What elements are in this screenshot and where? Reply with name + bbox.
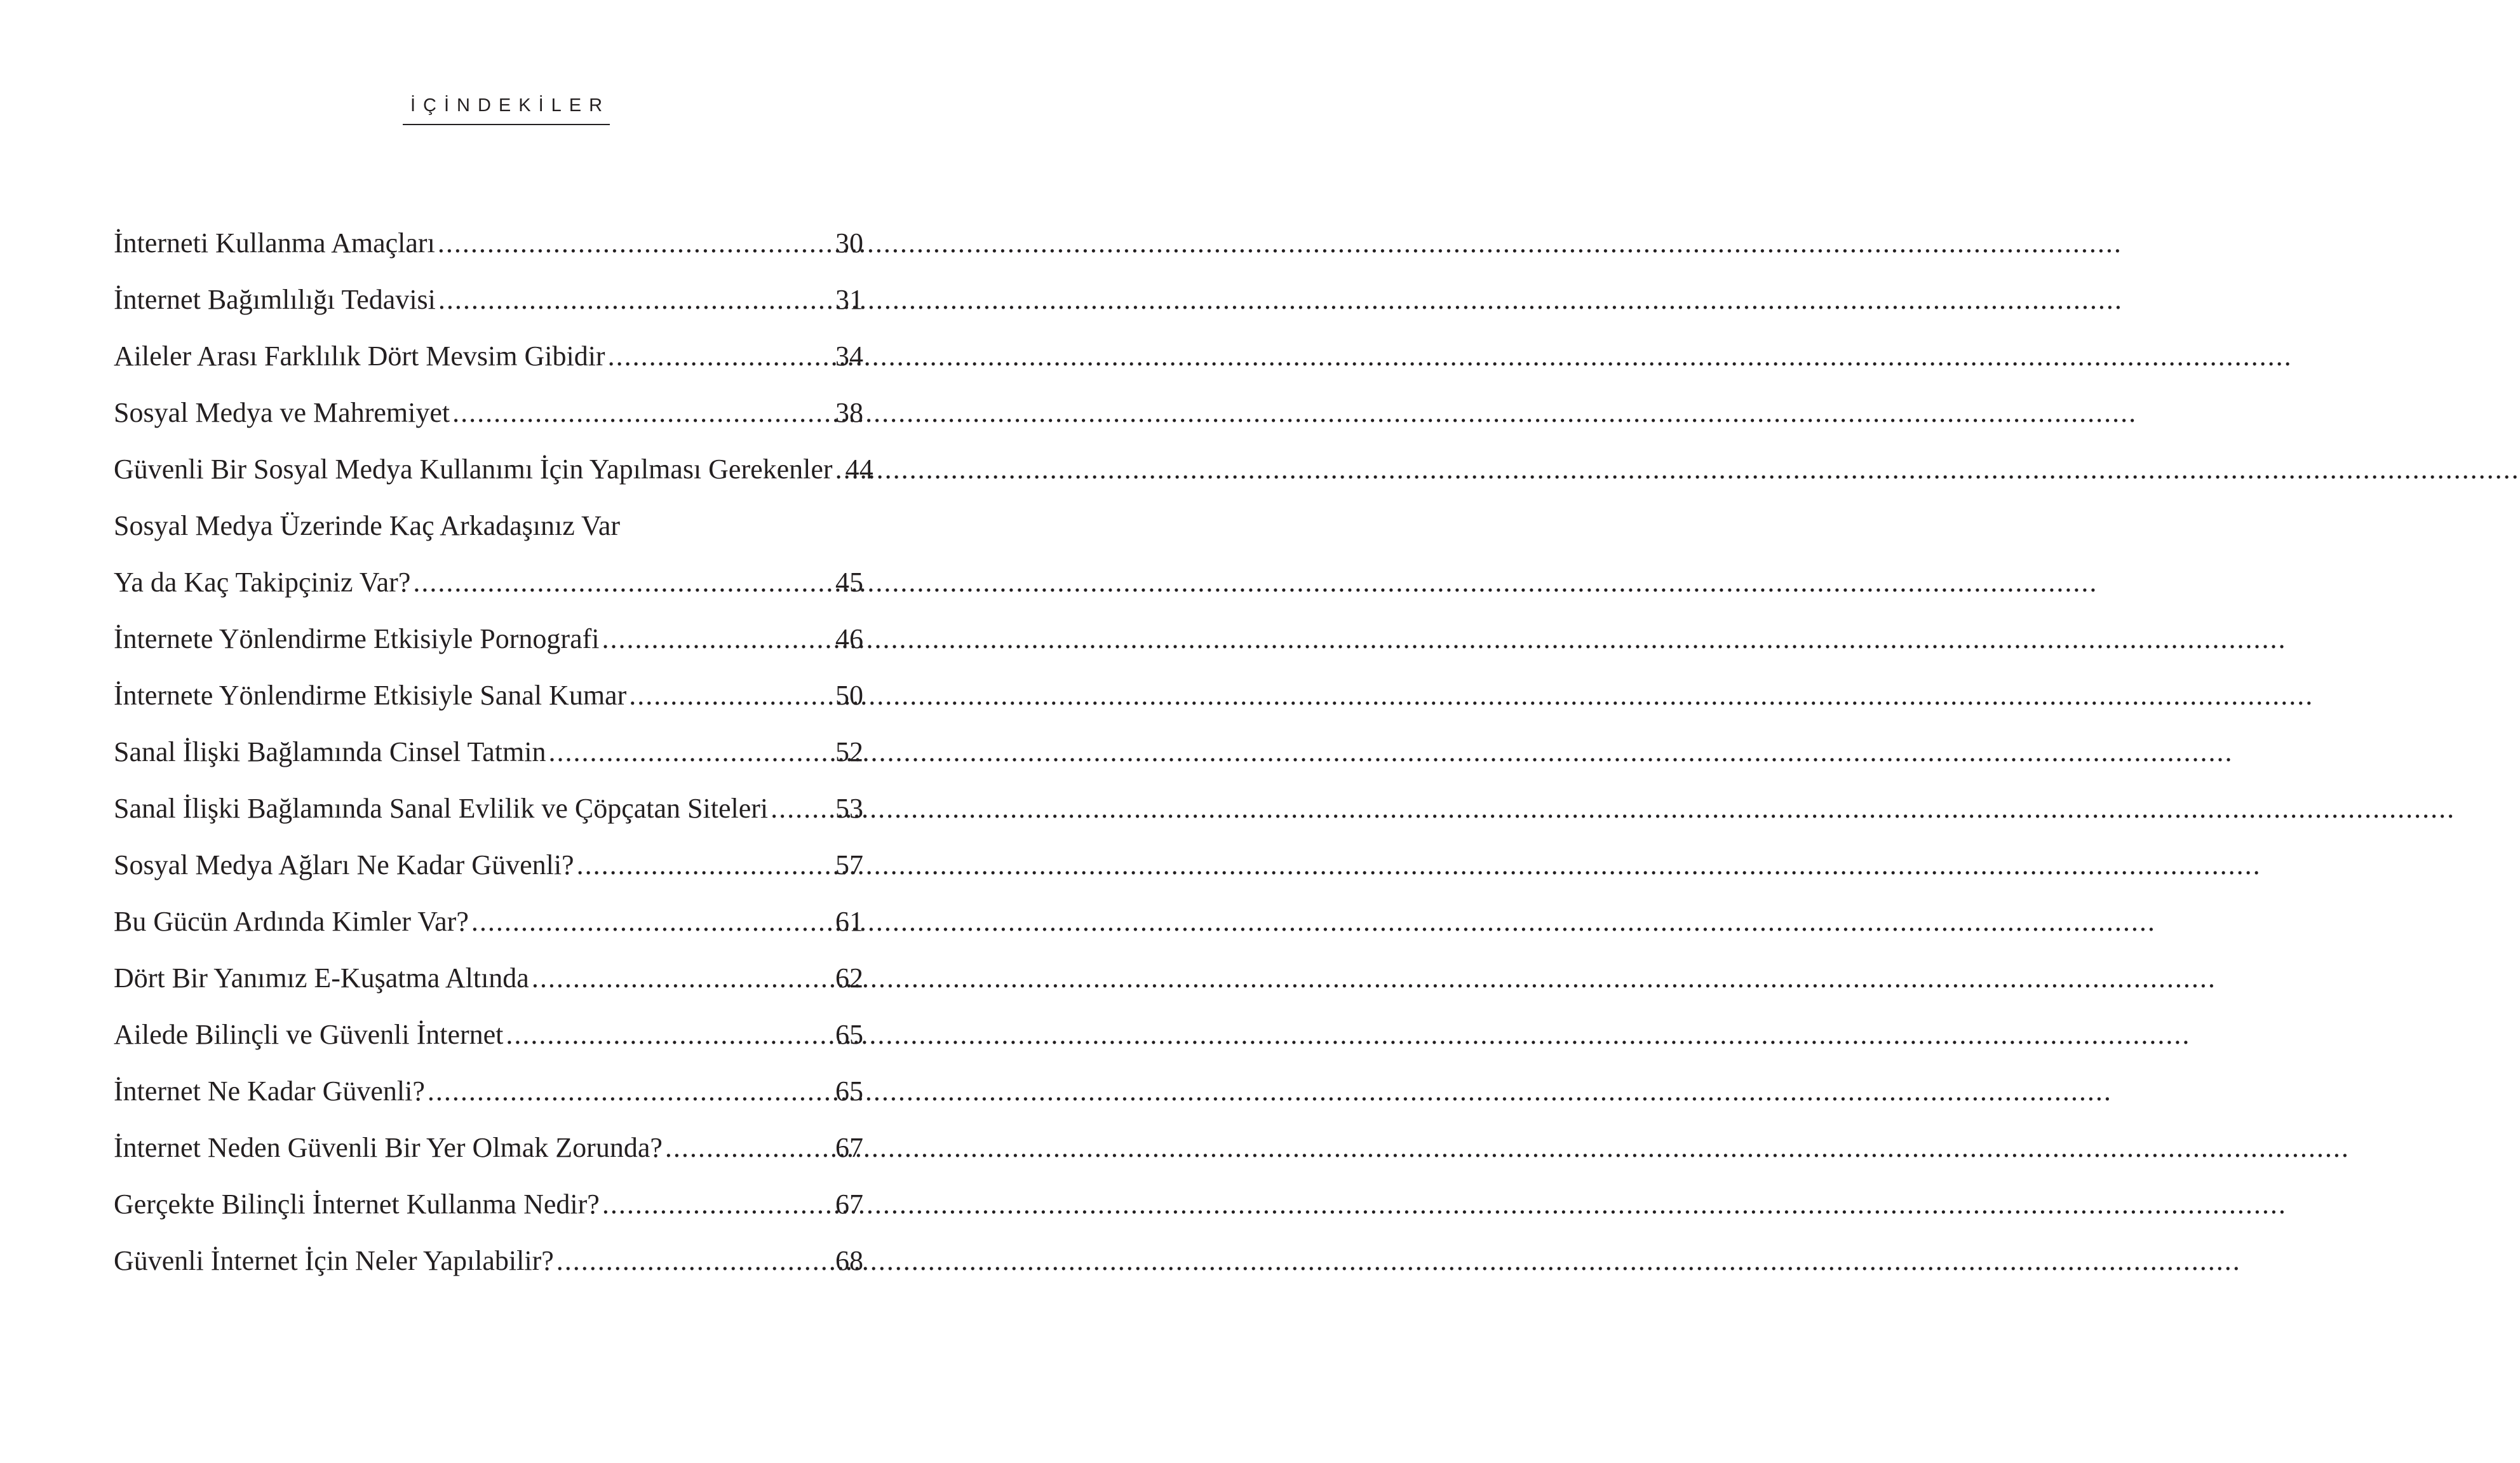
toc-leader-dots [428,1063,832,1119]
toc-leader-dots [602,1176,832,1232]
toc-entry-page: 57 [835,849,863,880]
toc-entry [114,1119,863,1176]
toc-entry-page: 53 [835,793,863,824]
toc-leader-dots [835,441,842,497]
toc-entry-title: İnternete Yönlendirme Etkisiyle Pornografi [114,623,600,654]
toc-entry-page: 65 [835,1019,863,1050]
toc-leader-dots [413,554,832,610]
toc-entry-title: Sosyal Medya Üzerinde Kaç Arkadaşınız Var [114,510,621,541]
toc-leader-dots [532,950,832,1006]
toc-entry [114,1176,863,1232]
toc-entry-title: Güvenli İnternet İçin Neler Yapılabilir? [114,1245,554,1276]
toc-leader-dots [548,724,832,780]
toc-leader-dots [438,215,832,271]
toc-leader-dots [438,271,832,328]
toc-entry [114,1232,863,1289]
toc-entry-page: 67 [835,1189,863,1220]
toc-entry-title: Aileler Arası Farklılık Dört Mevsim Gibidir [114,340,605,372]
toc-entry-page: 46 [835,623,863,654]
toc-entry-title: İnternet Ne Kadar Güvenli? [114,1075,425,1107]
toc-entry-title: Sanal İlişki Bağlamında Cinsel Tatmin [114,736,546,767]
toc-entry [114,837,863,893]
toc-entry-page: 68 [835,1245,863,1276]
toc-entry [114,1063,863,1119]
toc-entry-title: Gerçekte Bilinçli İnternet Kullanma Nedir? [114,1189,600,1220]
toc-leader-dots [608,328,832,384]
toc-entry [114,610,863,667]
toc-entry [114,554,863,610]
toc-entry-page: 61 [835,906,863,937]
toc-entry-title: Sosyal Medya Ağları Ne Kadar Güvenli? [114,849,574,880]
toc-entry-title: Bu Gücün Ardında Kimler Var? [114,906,469,937]
toc-entry [114,950,863,1006]
toc-entry [114,1006,863,1063]
page-header [0,95,1013,125]
toc-entry [114,441,873,497]
toc-entry-title: İnterneti Kullanma Amaçları [114,227,435,259]
toc-entry-title: İnternete Yönlendirme Etkisiyle Sanal Kumar [114,680,627,711]
toc-entry [114,384,863,441]
toc-leader-dots [577,837,832,893]
toc-entry [114,328,863,384]
toc-entry [114,893,863,950]
toc-entry [114,724,863,780]
toc-leader-dots [506,1006,832,1063]
toc-entry-page: 52 [835,736,863,767]
toc-entry-page: 67 [835,1132,863,1163]
table-of-contents [114,215,873,1289]
toc-entry-page: 62 [835,962,863,994]
toc-leader-dots [556,1232,832,1289]
toc-entry-page: 30 [835,227,863,259]
toc-entry-title: Güvenli Bir Sosyal Medya Kullanımı İçin Yapılması Gerekenler [114,454,833,485]
toc-entry [114,271,863,328]
toc-entry-page: 50 [835,680,863,711]
toc-leader-dots [771,780,832,837]
toc-leader-dots [602,610,832,667]
toc-entry-page: 34 [835,340,863,372]
toc-entry-title: İnternet Neden Güvenli Bir Yer Olmak Zorunda? [114,1132,663,1163]
toc-entry-page: 38 [835,397,863,428]
toc-leader-dots [665,1119,832,1176]
toc-entry-title: Ya da Kaç Takipçiniz Var? [114,567,411,598]
toc-entry-page: 45 [835,567,863,598]
toc-entry-title: Ailede Bilinçli ve Güvenli İnternet [114,1019,504,1050]
toc-entry [114,215,863,271]
toc-entry-title: Sanal İlişki Bağlamında Sanal Evlilik ve Çöpçatan Siteleri [114,793,769,824]
toc-entry-title: Sosyal Medya ve Mahremiyet [114,397,450,428]
page-title: İÇİNDEKİLER [403,95,610,125]
toc-leader-dots [471,893,832,950]
toc-entry-page: 65 [835,1075,863,1107]
toc-entry [114,780,863,837]
toc-entry-title: İnternet Bağımlılığı Tedavisi [114,284,436,315]
toc-entry-page: 44 [845,454,873,485]
toc-leader-dots [452,384,832,441]
toc-entry [114,667,863,724]
toc-leader-dots [629,667,832,724]
toc-entry-title: Dört Bir Yanımız E-Kuşatma Altında [114,962,529,994]
toc-entry-page: 31 [835,284,863,315]
toc-entry-continued [114,497,863,554]
